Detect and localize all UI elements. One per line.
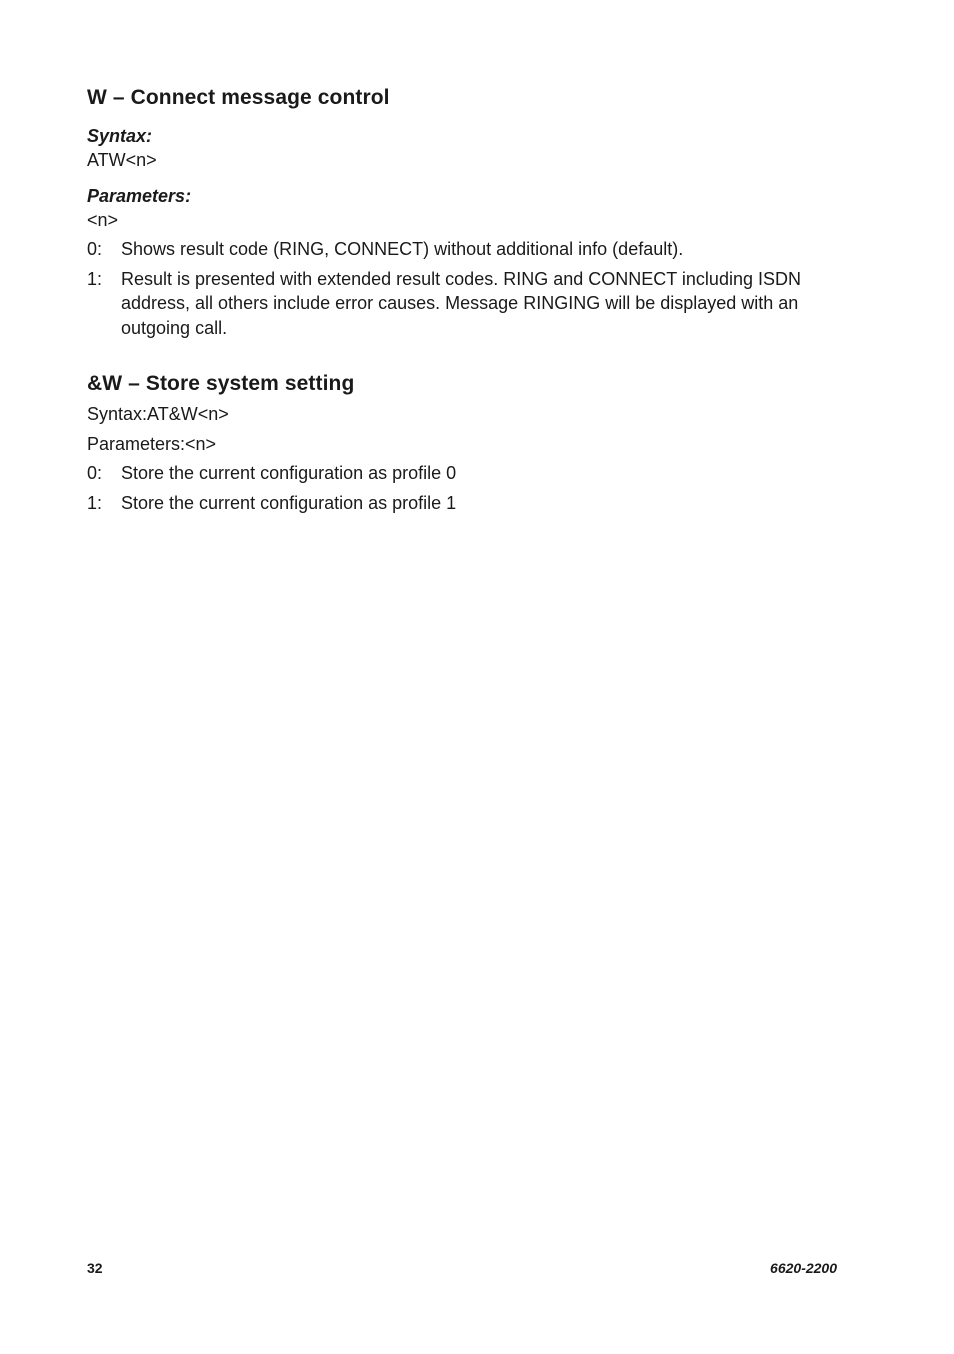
section-title-store-system-setting: &W – Store system setting (87, 372, 355, 395)
list-item (87, 491, 827, 516)
item-number: 0: (87, 239, 103, 259)
section-title-w-connect: W – Connect message control (87, 86, 390, 109)
item-number: 1: (87, 492, 103, 513)
document-code: 6620-2200 (770, 1260, 837, 1276)
item-text: Result is presented with extended result codes. RING and CONNECT including ISDN address, all others include error causes. Message RINGING will be displayed with an outgoing call. (121, 268, 801, 338)
list-item (87, 237, 827, 262)
parameters-label: Parameters: (87, 186, 192, 206)
page-number: 32 (87, 1260, 103, 1276)
syntax-value: ATW<n> (87, 150, 157, 170)
item-number: 1: (87, 268, 103, 289)
item-text: Shows result code (RING, CONNECT) without additional info (default). (121, 239, 684, 259)
item-number: 0: (87, 463, 103, 483)
syntax-label: Syntax: (87, 126, 153, 146)
parameters-line: Parameters:<n> (87, 434, 217, 454)
syntax-line: Syntax:AT&W<n> (87, 404, 229, 424)
list-item (87, 461, 827, 486)
item-text: Store the current configuration as profile 1 (121, 492, 457, 513)
item-text: Store the current configuration as profile 0 (121, 463, 457, 483)
parameters-value: <n> (87, 210, 119, 230)
list-item (87, 267, 827, 341)
page-content (87, 84, 827, 515)
